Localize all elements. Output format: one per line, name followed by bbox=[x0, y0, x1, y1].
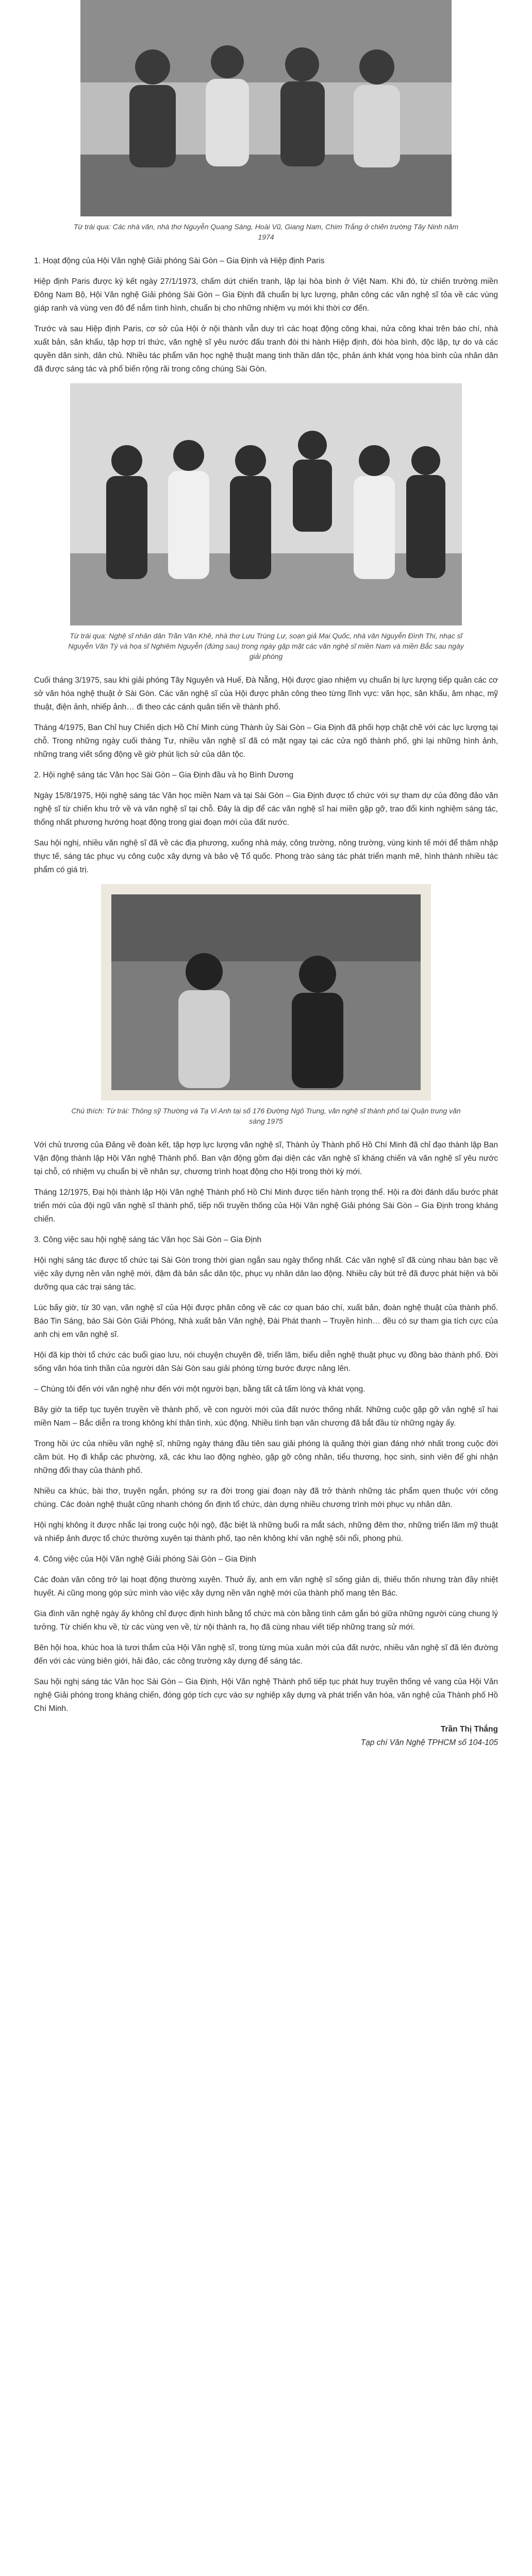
article-source: Tạp chí Văn Nghệ TPHCM số 104-105 bbox=[360, 1738, 498, 1747]
section-5-paragraph: Hội nghị sáng tác được tổ chức tại Sài Gòn trong thời gian ngắn sau ngày thống nhất. Các văn nghệ sĩ đã cùng nhau bàn bạc về việc xây dựng nền văn nghệ mới, đậm đà bản sắc dân tộc, phục vụ nhân dân lao động. Nhiều cây bút trẻ đã được phát hiện và bồi dưỡng qua các trại sáng tác. bbox=[34, 1256, 498, 1292]
section-2-paragraph: Tháng 4/1975, Ban Chỉ huy Chiến dịch Hồ Chí Minh cùng Thành ủy Sài Gòn – Gia Định đã phối hợp chặt chẽ với các lực lượng tại chỗ. Trong những ngày cuối tháng Tư, nhiều văn nghệ sĩ đã có mặt ngay tại các cửa ngõ thành phố, ghi lại những hình ảnh, những trang viết sống động về giờ phút lịch sử của dân tộc. bbox=[34, 723, 498, 759]
photo-1-caption: Từ trái qua: Các nhà văn, nhà thơ Nguyễn Quang Sáng, Hoài Vũ, Giang Nam, Chim Trắng ở chiến trường Tây Ninh năm 1974 bbox=[73, 223, 459, 241]
section-6-paragraph: Nhiều ca khúc, bài thơ, truyện ngắn, phóng sự ra đời trong giai đoạn này đã trở thành những tác phẩm quen thuộc với công chúng. Các đoàn nghệ thuật cũng nhanh chóng ổn định tổ chức, dàn dựng nhiều chương trình mới phục vụ nhân dân. bbox=[34, 1487, 498, 1509]
section-1-paragraph: Trước và sau Hiệp định Paris, cơ sở của Hội ở nội thành vẫn duy trì các hoạt động công khai, nửa công khai trên báo chí, nhà xuất bản, sân khấu, tập hợp trí thức, văn nghệ sĩ yêu nước đấu tranh đòi thi hành Hiệp định, đòi hòa bình, độc lập, tự do và các quyền dân sinh, dân chủ. Nhiều tác phẩm văn học nghệ thuật mang tinh thần dân tộc, phản ánh khát vọng hòa bình của nhân dân đã được sáng tác và phổ biến rộng rãi trong công chúng Sài Gòn. bbox=[34, 325, 498, 374]
section-6-paragraph: Trong hồi ức của nhiều văn nghệ sĩ, những ngày tháng đầu tiên sau giải phóng là quãng thời gian đáng nhớ nhất trong cuộc đời cầm bút. Họ đi khắp các phường, xã, các khu lao động nghèo, gặp gỡ công nhân, tiểu thương, học sinh, sinh viên để ghi nhận những đổi thay của thành phố. bbox=[34, 1439, 498, 1475]
article-photo-2 bbox=[70, 383, 462, 625]
article-photo-1 bbox=[80, 0, 452, 216]
author-name: Trần Thị Thắng bbox=[440, 1725, 498, 1734]
section-1-paragraph: Hiệp định Paris được ký kết ngày 27/1/1973, chấm dứt chiến tranh, lập lại hòa bình ở Việt Nam. Khi đó, từ chiến trường miền Đông Nam Bộ, Hội Văn nghệ Giải phóng Sài Gòn – Gia Định đã chuẩn bị lực lượng, phân công các văn nghệ sĩ tỏa về các vùng giáp ranh và vùng ven đô để nắm tình hình, chuẩn bị cho những nhiệm vụ mới khi thời cơ đến. bbox=[34, 277, 498, 313]
section-7-paragraph: Gia đình văn nghệ ngày ấy không chỉ được định hình bằng tổ chức mà còn bằng tình cảm gắn bó giữa những người cùng chung lý tưởng. Từ chiến khu về, từ các vùng ven về, từ nội thành ra, họ đã cùng nhau viết tiếp những trang sử mới. bbox=[34, 1609, 498, 1632]
photo-1-image bbox=[80, 0, 452, 216]
article-photo-3 bbox=[101, 884, 431, 1100]
section-4-paragraph: Tháng 12/1975, Đại hội thành lập Hội Văn nghệ Thành phố Hồ Chí Minh được tiến hành trọng thể. Hội ra đời đánh dấu bước phát triển mới của đội ngũ văn nghệ sĩ thành phố, tiếp nối truyền thống của Hội Văn nghệ Giải phóng Sài Gòn – Gia Định trong kháng chiến. bbox=[34, 1188, 498, 1224]
photo-2-image bbox=[70, 383, 462, 625]
section-3-paragraph: Sau hội nghị, nhiều văn nghệ sĩ đã về các địa phương, xuống nhà máy, công trường, nông trường, vùng kinh tế mới để thâm nhập thực tế, sáng tác phục vụ công cuộc xây dựng và bảo vệ Tổ quốc. Phong trào sáng tác phát triển mạnh mẽ, hình thành nhiều tác phẩm có giá trị. bbox=[34, 839, 498, 874]
section-1-heading: 1. Hoạt động của Hội Văn nghệ Giải phóng Sài Gòn – Gia Định và Hiệp định Paris bbox=[34, 257, 325, 265]
section-2-paragraph: Cuối tháng 3/1975, sau khi giải phóng Tây Nguyên và Huế, Đà Nẵng, Hội được giao nhiệm vụ chuẩn bị lực lượng tiếp quản các cơ sở văn hóa nghệ thuật ở Sài Gòn. Các văn nghệ sĩ của Hội được phân công theo từng lĩnh vực: văn học, sân khấu, âm nhạc, mỹ thuật, điện ảnh, nhiếp ảnh… đi theo các cánh quân tiến về thành phố. bbox=[34, 676, 498, 711]
photo-3-image bbox=[101, 884, 431, 1100]
photo-3-caption: Chú thích: Từ trái: Thông sỹ Thường và Tạ Vi Anh tại số 176 Đường Ngô Trung, văn nghệ sĩ thành phố tại Quận trung văn sáng 1975 bbox=[71, 1107, 461, 1125]
section-6-paragraph: Hội đã kịp thời tổ chức các buổi giao lưu, nói chuyện chuyên đề, triển lãm, biểu diễn nghệ thuật phục vụ đồng bào thành phố. Đời sống văn hóa tinh thần của người dân Sài Gòn sau giải phóng từng bước được nâng lên. bbox=[34, 1351, 498, 1373]
section-6-paragraph: – Chúng tôi đến với văn nghệ như đến với một người bạn, bằng tất cả tấm lòng và khát vọng. bbox=[34, 1385, 365, 1394]
photo-2-caption: Từ trái qua: Nghệ sĩ nhân dân Trần Văn Khê, nhà thơ Lưu Trùng Lư, soạn giả Mai Quốc, nhà văn Nguyễn Đình Thi, nhạc sĩ Nguyễn Văn Tý và họa sĩ Nghiêm Nguyễn (đứng sau) trong ngày gặp mặt các văn nghệ sĩ miền Nam và miền Bắc sau ngày giải phóng bbox=[68, 632, 464, 660]
section-6-paragraph: Hội nghị không ít được nhắc lại trong cuộc hội ngộ, đặc biệt là những buổi ra mắt sách, những đêm thơ, những triển lãm mỹ thuật và nhiếp ảnh được tổ chức thường xuyên tại thành phố, tạo nên không khí văn nghệ sôi nổi, phong phú. bbox=[34, 1521, 498, 1543]
section-7-paragraph: Sau hội nghị sáng tác Văn học Sài Gòn – Gia Định, Hội Văn nghệ Thành phố tiếp tục phát huy truyền thống vẻ vang của Hội Văn nghệ Giải phóng trong kháng chiến, đóng góp tích cực vào sự nghiệp xây dựng và phát triển văn hóa, văn nghệ của Thành phố Hồ Chí Minh. bbox=[34, 1677, 498, 1713]
section-7-heading: 4. Công việc của Hội Văn nghệ Giải phóng Sài Gòn – Gia Định bbox=[34, 1555, 256, 1564]
article-source-line bbox=[34, 1736, 498, 1750]
section-7-paragraph: Các đoàn văn công trở lại hoạt động thường xuyên. Thuở ấy, anh em văn nghệ sĩ sống giản dị, thiếu thốn nhưng tràn đầy nhiệt huyết. Ai cũng mong góp sức mình vào việc xây dựng nền văn nghệ mới của thành phố mang tên Bác. bbox=[34, 1575, 498, 1598]
author-signature bbox=[34, 1723, 498, 1736]
section-3-heading: 2. Hội nghệ sáng tác Văn học Sài Gòn – Gia Định đầu và họ Bình Dương bbox=[34, 771, 294, 779]
section-6-paragraph: Bây giờ ta tiếp tục tuyên truyền về thành phố, về con người mới của đất nước thống nhất. Những cuộc gặp gỡ văn nghệ sĩ hai miền Nam – Bắc diễn ra trong không khí thân tình, xúc động. Nhiều tình bạn văn chương đã bắt đầu từ những ngày ấy. bbox=[34, 1405, 498, 1428]
section-5-heading: 3. Công việc sau hội nghệ sáng tác Văn học Sài Gòn – Gia Định bbox=[34, 1235, 262, 1244]
section-7-paragraph: Bên hội hoa, khúc hoa là tươi thắm của Hội Văn nghệ sĩ, trong từng mùa xuân mới của đất nước, nhiều văn nghệ sĩ đã lên đường đến với các vùng biên giới, hải đảo, các công trường xây dựng để sáng tác. bbox=[34, 1643, 498, 1666]
section-3-paragraph: Ngày 15/8/1975, Hội nghệ sáng tác Văn học miền Nam và tại Sài Gòn – Gia Định được tổ chức với sự tham dự của đông đảo văn nghệ sĩ từ chiến khu trở về và văn nghệ sĩ tại chỗ. Đây là dịp để các văn nghệ sĩ hai miền gặp gỡ, trao đổi kinh nghiệm sáng tác, thống nhất phương hướng hoạt động trong giai đoạn mới của đất nước. bbox=[34, 791, 498, 827]
section-4-paragraph: Với chủ trương của Đảng về đoàn kết, tập hợp lực lượng văn nghệ sĩ, Thành ủy Thành phố Hồ Chí Minh đã chỉ đạo thành lập Ban Vận động thành lập Hội Văn nghệ Thành phố. Ban vận động gồm đại diện các văn nghệ sĩ kháng chiến và văn nghệ sĩ yêu nước tại chỗ, có nhiệm vụ chuẩn bị về nhân sự, chương trình hoạt động cho Hội trong thời kỳ mới. bbox=[34, 1141, 498, 1176]
section-5-paragraph: Lúc bấy giờ, từ 30 vạn, văn nghệ sĩ của Hội được phân công về các cơ quan báo chí, xuất bản, đoàn nghệ thuật của thành phố. Báo Tin Sáng, báo Sài Gòn Giải Phóng, Nhà xuất bản Văn nghệ, Đài Phát thanh – Truyền hình… đều có sự tham gia tích cực của anh chị em văn nghệ sĩ. bbox=[34, 1303, 498, 1339]
